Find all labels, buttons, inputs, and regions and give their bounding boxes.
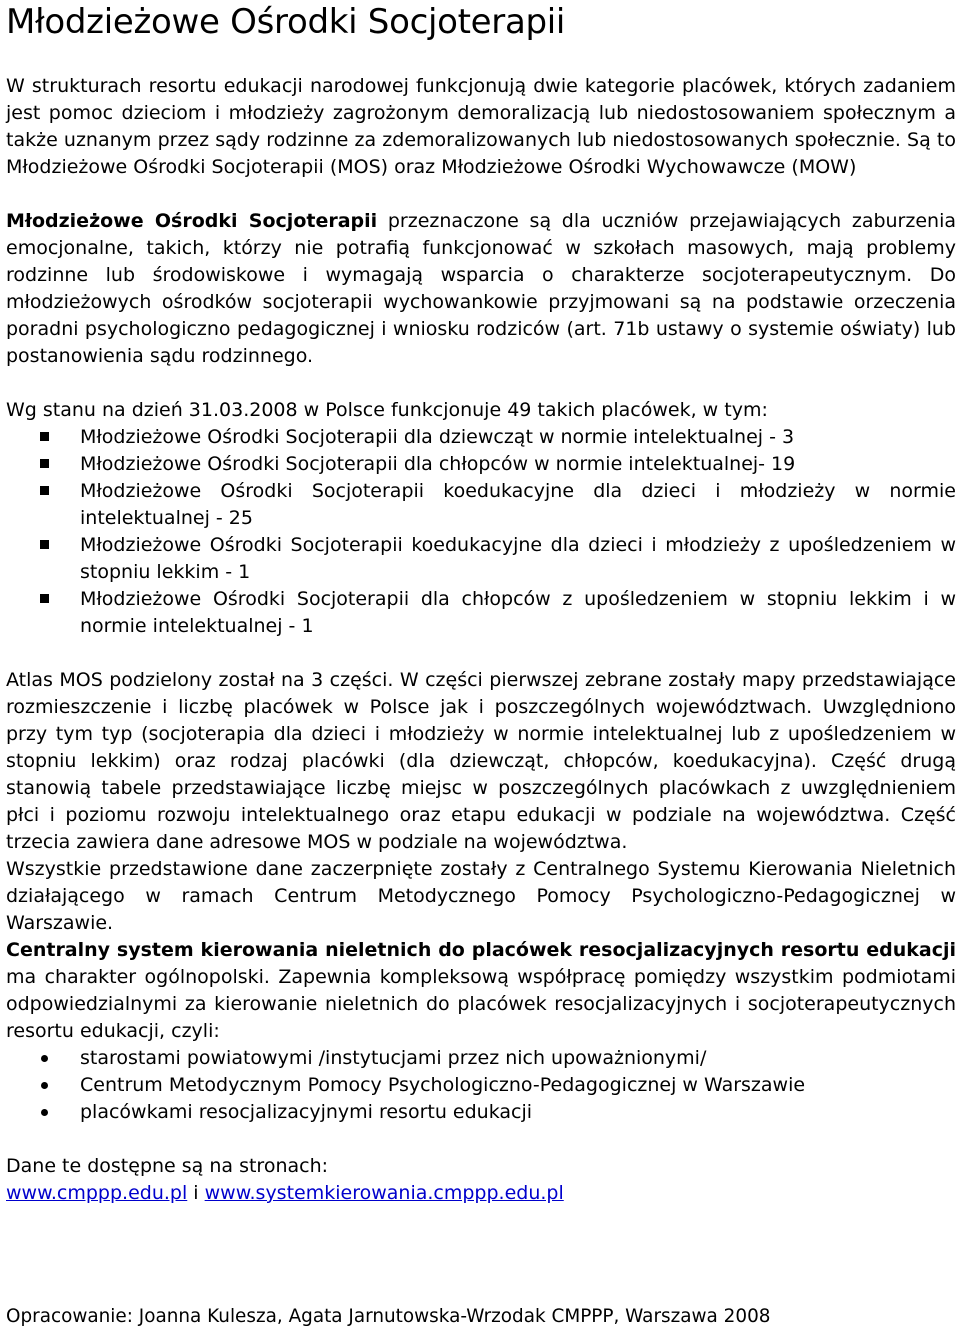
square-bullet-icon: [40, 540, 49, 549]
system-list-item: Centrum Metodycznym Pomocy Psychologiczno-Pedagogicznej w Warszawie: [6, 1072, 956, 1099]
square-bullet-icon: [40, 486, 49, 495]
square-bullet-icon: [40, 594, 49, 603]
stats-list-item: Młodzieżowe Ośrodki Socjoterapii koedukacyjne dla dzieci i młodzieży z upośledzeniem w stopniu lekkim - 1: [6, 532, 956, 586]
system-bold-lead: Centralny system kierowania nieletnich do placówek resocjalizacyjnych resortu edukacji: [6, 939, 956, 961]
system-list-item: starostami powiatowymi /instytucjami przez nich upoważnionymi/: [6, 1045, 956, 1072]
system-list: [6, 1045, 956, 1126]
footer-credit: Opracowanie: Joanna Kulesza, Agata Jarnutowska-Wrzodak CMPPP, Warszawa 2008: [6, 1306, 771, 1327]
square-bullet-icon: [40, 459, 49, 468]
square-bullet-icon: [40, 432, 49, 441]
system-list-item: placówkami resocjalizacyjnymi resortu edukacji: [6, 1099, 956, 1126]
stats-intro: Wg stanu na dzień 31.03.2008 w Polsce funkcjonuje 49 takich placówek, w tym:: [6, 399, 768, 421]
stats-list-item: Młodzieżowe Ośrodki Socjoterapii dla chłopców w normie intelektualnej- 19: [6, 451, 956, 478]
atlas-paragraph: Atlas MOS podzielony został na 3 części. W części pierwszej zebrane zostały mapy przedstawiające rozmieszczenie i liczbę placówek w Polsce jak i poszczególnych województwach. Uwzględniono przy tym typ (socjoterapia dla dzieci i młodzieży w normie intelektualnej lub z upośledzeniem w stopniu lekkim) oraz rodzaj placówki (dla dziewcząt, chłopców, koedukacyjna). Część drugą stanowią tabele przedstawiające liczbę miejsc w poszczególnych placówkach z uwzględnieniem płci i poziomu rozwoju intelektualnego oraz etapu edukacji w podziale na województwa. Część trzecia zawiera dane adresowe MOS w podziale na województwa.: [6, 669, 956, 853]
round-bullet-icon: [41, 1055, 48, 1062]
intro-paragraph: W strukturach resortu edukacji narodowej funkcjonują dwie kategorie placówek, których zadaniem jest pomoc dzieciom i młodzieży zagrożonym demoralizacją lub niedostosowaniem społecznym a także uznanym przez sądy rodzinne za zdemoralizowanych lub niedostosowanych społecznie. Są to Młodzieżowe Ośrodki Socjoterapii (MOS) oraz Młodzieżowe Ośrodki Wychowawcze (MOW): [6, 75, 956, 178]
stats-list: [6, 424, 956, 640]
document-page: [6, 0, 956, 1207]
stats-list-item: Młodzieżowe Ośrodki Socjoterapii dla dziewcząt w normie intelektualnej - 3: [6, 424, 956, 451]
source-paragraph: Wszystkie przedstawione dane zaczerpnięte zostały z Centralnego Systemu Kierowania Nieletnich działającego w ramach Centrum Metodycznego Pomocy Psychologiczno-Pedagogicznej w Warszawie.: [6, 858, 956, 934]
stats-list-item: Młodzieżowe Ośrodki Socjoterapii dla chłopców z upośledzeniem w stopniu lekkim i w normie intelektualnej - 1: [6, 586, 956, 640]
systemkierowania-link[interactable]: www.systemkierowania.cmppp.edu.pl: [204, 1182, 564, 1204]
availability-label: Dane te dostępne są na stronach:: [6, 1155, 329, 1177]
mos-description-bold-lead: Młodzieżowe Ośrodki Socjoterapii: [6, 210, 378, 232]
cmppp-link[interactable]: www.cmppp.edu.pl: [6, 1182, 188, 1204]
system-text: ma charakter ogólnopolski. Zapewnia kompleksową współpracę pomiędzy wszystkim podmiotami odpowiedzialnymi za kierowanie nieletnich do placówek resocjalizacyjnych i socjoterapeutycznych resortu edukacji, czyli:: [6, 966, 956, 1042]
mos-description-text: przeznaczone są dla uczniów przejawiających zaburzenia emocjonalne, takich, którzy nie potrafią funkcjonować w szkołach masowych, mają problemy rodzinne lub środowiskowe i wymagają wsparcia o charakterze socjoterapeutycznym. Do młodzieżowych ośrodków socjoterapii wychowankowie przyjmowani są na podstawie orzeczenia poradni psychologiczno pedagogicznej i wniosku rodziców (art. 71b ustawy o systemie oświaty) lub postanowienia sądu rodzinnego.: [6, 210, 956, 367]
page-title: Młodzieżowe Ośrodki Socjoterapii: [6, 2, 566, 42]
round-bullet-icon: [41, 1109, 48, 1116]
system-paragraph: [6, 937, 956, 1045]
stats-list-item: Młodzieżowe Ośrodki Socjoterapii koedukacyjne dla dzieci i młodzieży w normie intelektualnej - 25: [6, 478, 956, 532]
round-bullet-icon: [41, 1082, 48, 1089]
availability-links: [6, 1180, 956, 1207]
mos-description-paragraph: [6, 208, 956, 370]
links-separator: i: [187, 1182, 205, 1204]
